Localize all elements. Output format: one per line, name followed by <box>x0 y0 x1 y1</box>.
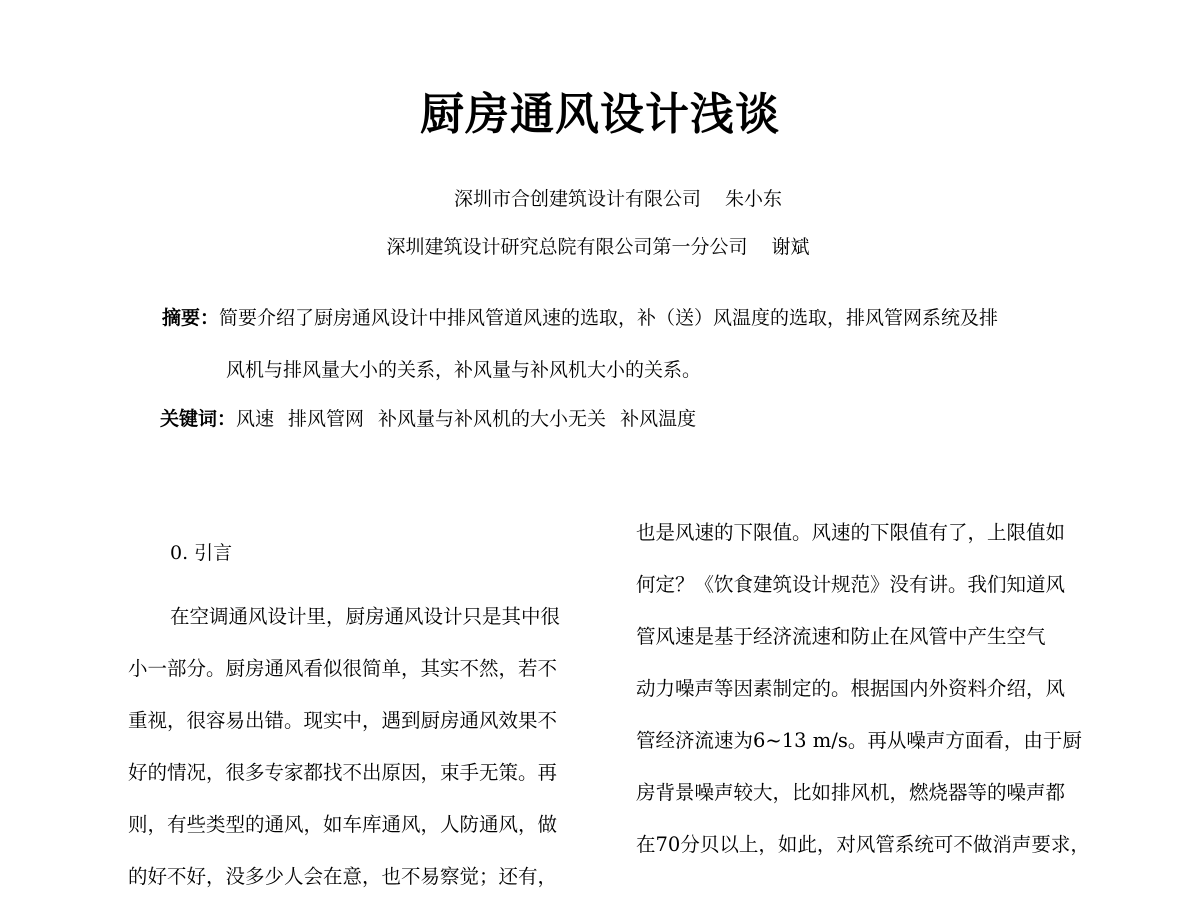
keyword: 补风温度 <box>620 408 697 430</box>
abstract-text-continued: 风机与排风量大小的关系，补风量与补风机大小的关系。 <box>226 359 702 381</box>
body-text-line: 的好不好，没多少人会在意，也不易察觉；还有， <box>128 865 558 888</box>
author-line-1 <box>0 184 1200 211</box>
paper-title: 厨房通风设计浅谈 <box>420 89 780 140</box>
abstract-label: 摘要： <box>162 307 220 329</box>
keyword: 风速 <box>236 408 275 430</box>
keyword: 排风管网 <box>288 408 365 430</box>
author-line-2 <box>0 232 1200 259</box>
abstract-text: 简要介绍了厨房通风设计中排风管道风速的选取，补（送）风温度的选取，排风管网系统及排 <box>219 307 999 329</box>
keywords <box>160 404 710 431</box>
body-text-line: 管经济流速为6~13 m/s。再从噪声方面看，由于厨 <box>636 729 1082 752</box>
author-affiliation: 深圳市合创建筑设计有限公司 <box>453 188 701 210</box>
abstract <box>162 292 1112 396</box>
author-affiliation: 深圳建筑设计研究总院有限公司第一分公司 <box>386 236 748 258</box>
author-name: 谢斌 <box>771 236 810 258</box>
body-text-line: 好的情况，很多专家都找不出原因，束手无策。再 <box>128 761 558 784</box>
author-name: 朱小东 <box>725 188 783 210</box>
body-text-line: 动力噪声等因素制定的。根据国内外资料介绍，风 <box>636 677 1066 700</box>
body-text-line: 何定？《饮食建筑设计规范》没有讲。我们知道风 <box>636 573 1066 596</box>
keywords-label: 关键词： <box>160 408 237 430</box>
left-column <box>128 591 598 903</box>
body-text-line: 在空调通风设计里，厨房通风设计只是其中很 <box>170 605 561 628</box>
section-heading: 0. 引言 <box>170 542 233 564</box>
body-text-line: 小一部分。厨房通风看似很简单，其实不然，若不 <box>128 657 558 680</box>
body-text-line: 也是风速的下限值。风速的下限值有了，上限值如 <box>636 521 1066 544</box>
body-text-line: 房背景噪声较大，比如排风机，燃烧器等的噪声都 <box>636 781 1066 804</box>
body-text-line: 重视，很容易出错。现实中，遇到厨房通风效果不 <box>128 709 558 732</box>
body-text-line: 在70分贝以上，如此，对风管系统可不做消声要求， <box>636 833 1090 856</box>
keyword: 补风量与补风机的大小无关 <box>378 408 607 430</box>
body-text-line: 则，有些类型的通风，如车库通风，人防通风，做 <box>128 813 558 836</box>
body-text-line: 管风速是基于经济流速和防止在风管中产生空气 <box>636 625 1046 648</box>
right-column <box>636 507 1111 871</box>
